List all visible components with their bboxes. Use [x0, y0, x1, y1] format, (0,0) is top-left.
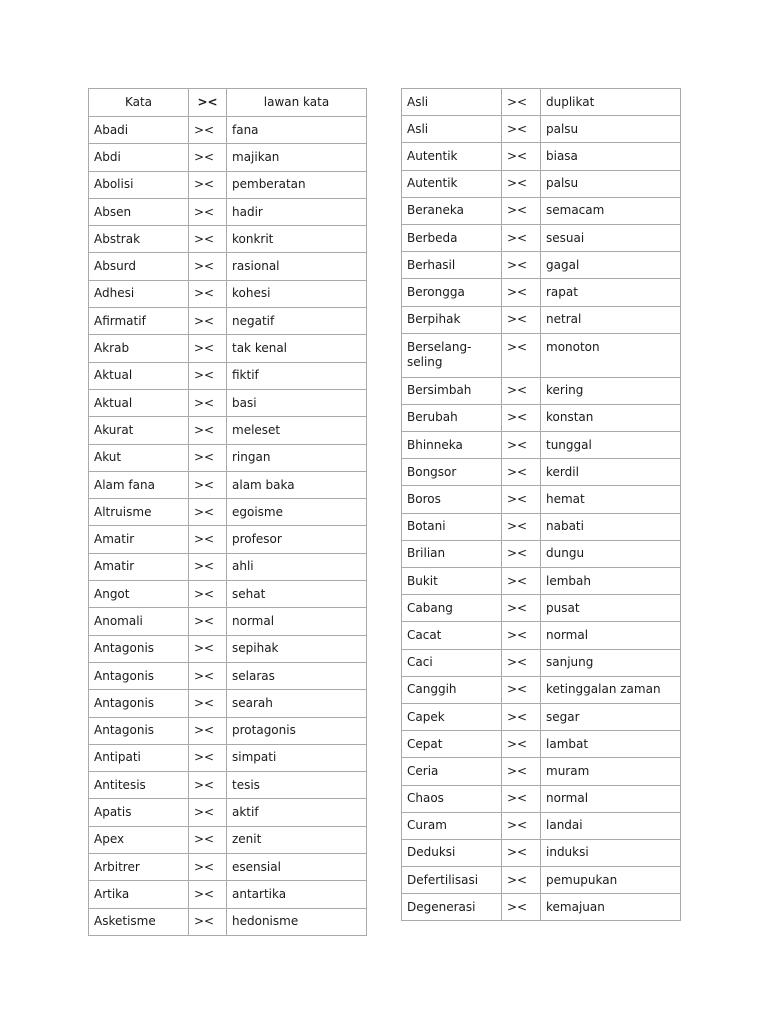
separator-cell: >< — [189, 335, 227, 362]
word-cell: Cepat — [402, 731, 502, 758]
word-cell: Berhasil — [402, 252, 502, 279]
table-row — [402, 432, 681, 459]
table-row — [89, 144, 367, 171]
antonym-cell: ringan — [227, 444, 367, 471]
antonym-table-left — [88, 88, 367, 936]
table-row — [89, 744, 367, 771]
table-row — [402, 333, 681, 377]
antonym-cell: biasa — [541, 143, 681, 170]
word-cell: Apex — [89, 826, 189, 853]
table-row — [89, 335, 367, 362]
table-row — [89, 444, 367, 471]
antonym-cell: egoisme — [227, 499, 367, 526]
antonym-cell: kerdil — [541, 459, 681, 486]
antonym-cell: simpati — [227, 744, 367, 771]
separator-cell: >< — [502, 143, 541, 170]
separator-cell: >< — [189, 881, 227, 908]
table-row — [402, 306, 681, 333]
word-cell: Beraneka — [402, 197, 502, 224]
antonym-cell: gagal — [541, 252, 681, 279]
word-cell: Aktual — [89, 389, 189, 416]
table-row — [402, 279, 681, 306]
word-cell: Afirmatif — [89, 308, 189, 335]
table-row — [402, 116, 681, 143]
antonym-cell: normal — [227, 608, 367, 635]
word-cell: Antagonis — [89, 717, 189, 744]
header-antonym: lawan kata — [227, 89, 367, 117]
antonym-cell: palsu — [541, 116, 681, 143]
table-row — [402, 812, 681, 839]
antonym-cell: kemajuan — [541, 894, 681, 921]
antonym-cell: hemat — [541, 486, 681, 513]
word-cell: Cacat — [402, 622, 502, 649]
antonym-cell: muram — [541, 758, 681, 785]
separator-cell: >< — [502, 197, 541, 224]
antonym-cell: normal — [541, 622, 681, 649]
word-cell: Botani — [402, 513, 502, 540]
separator-cell: >< — [189, 744, 227, 771]
separator-cell: >< — [189, 662, 227, 689]
word-cell: Artika — [89, 881, 189, 908]
antonym-cell: landai — [541, 812, 681, 839]
antonym-cell: lambat — [541, 731, 681, 758]
word-cell: Bersimbah — [402, 377, 502, 404]
word-cell: Brilian — [402, 540, 502, 567]
antonym-cell: profesor — [227, 526, 367, 553]
table-row — [89, 308, 367, 335]
word-cell: Akrab — [89, 335, 189, 362]
table-row — [89, 417, 367, 444]
header-separator: >< — [189, 89, 227, 117]
antonym-cell: ahli — [227, 553, 367, 580]
antonym-cell: tak kenal — [227, 335, 367, 362]
table-row — [402, 731, 681, 758]
word-cell: Canggih — [402, 676, 502, 703]
word-cell: Apatis — [89, 799, 189, 826]
antonym-cell: segar — [541, 703, 681, 730]
separator-cell: >< — [502, 279, 541, 306]
word-cell: Autentik — [402, 170, 502, 197]
table-row — [89, 362, 367, 389]
antonym-cell: rapat — [541, 279, 681, 306]
word-cell: Autentik — [402, 143, 502, 170]
separator-cell: >< — [502, 432, 541, 459]
antonym-cell: sehat — [227, 581, 367, 608]
word-cell: Chaos — [402, 785, 502, 812]
table-row — [89, 662, 367, 689]
antonym-cell: monoton — [541, 333, 681, 377]
antonym-cell: searah — [227, 690, 367, 717]
separator-cell: >< — [502, 703, 541, 730]
separator-cell: >< — [502, 676, 541, 703]
word-cell: Amatir — [89, 526, 189, 553]
separator-cell: >< — [189, 608, 227, 635]
word-cell: Bongsor — [402, 459, 502, 486]
table-row — [402, 404, 681, 431]
antonym-cell: pemberatan — [227, 171, 367, 198]
antonym-cell: rasional — [227, 253, 367, 280]
table-row — [89, 471, 367, 498]
table-header-row — [89, 89, 367, 117]
table-row — [89, 117, 367, 144]
table-row — [89, 581, 367, 608]
table-row — [402, 595, 681, 622]
table-row — [402, 459, 681, 486]
separator-cell: >< — [502, 89, 541, 116]
word-cell: Caci — [402, 649, 502, 676]
antonym-cell: negatif — [227, 308, 367, 335]
table-row — [89, 690, 367, 717]
separator-cell: >< — [189, 717, 227, 744]
antonym-table-right — [401, 88, 681, 921]
table-body — [402, 89, 681, 921]
word-cell: Antagonis — [89, 662, 189, 689]
separator-cell: >< — [502, 812, 541, 839]
table-row — [402, 89, 681, 116]
word-cell: Asketisme — [89, 908, 189, 935]
separator-cell: >< — [502, 306, 541, 333]
table-row — [89, 799, 367, 826]
word-cell: Curam — [402, 812, 502, 839]
separator-cell: >< — [502, 568, 541, 595]
separator-cell: >< — [502, 758, 541, 785]
separator-cell: >< — [189, 253, 227, 280]
separator-cell: >< — [189, 581, 227, 608]
separator-cell: >< — [189, 499, 227, 526]
word-cell: Degenerasi — [402, 894, 502, 921]
word-cell: Abolisi — [89, 171, 189, 198]
antonym-cell: protagonis — [227, 717, 367, 744]
antonym-cell: konstan — [541, 404, 681, 431]
antonym-cell: tunggal — [541, 432, 681, 459]
antonym-cell: fana — [227, 117, 367, 144]
separator-cell: >< — [189, 417, 227, 444]
word-cell: Ceria — [402, 758, 502, 785]
antonym-cell: kohesi — [227, 280, 367, 307]
table-row — [89, 171, 367, 198]
table-row — [402, 568, 681, 595]
word-cell: Capek — [402, 703, 502, 730]
antonym-cell: aktif — [227, 799, 367, 826]
word-cell: Anomali — [89, 608, 189, 635]
antonym-cell: pemupukan — [541, 867, 681, 894]
word-cell: Akut — [89, 444, 189, 471]
table-row — [402, 867, 681, 894]
antonym-cell: tesis — [227, 772, 367, 799]
word-cell: Abstrak — [89, 226, 189, 253]
separator-cell: >< — [502, 513, 541, 540]
word-cell: Berbeda — [402, 224, 502, 251]
word-cell: Asli — [402, 89, 502, 116]
word-cell: Adhesi — [89, 280, 189, 307]
word-cell: Arbitrer — [89, 854, 189, 881]
antonym-cell: alam baka — [227, 471, 367, 498]
table-row — [402, 486, 681, 513]
table-body — [89, 89, 367, 936]
separator-cell: >< — [502, 867, 541, 894]
word-cell: Antagonis — [89, 690, 189, 717]
antonym-cell: pusat — [541, 595, 681, 622]
table-row — [402, 377, 681, 404]
table-row — [89, 499, 367, 526]
separator-cell: >< — [502, 486, 541, 513]
separator-cell: >< — [189, 826, 227, 853]
table-row — [402, 197, 681, 224]
table-row — [89, 772, 367, 799]
table-row — [89, 717, 367, 744]
word-cell: Amatir — [89, 553, 189, 580]
separator-cell: >< — [189, 854, 227, 881]
word-cell: Cabang — [402, 595, 502, 622]
word-cell: Defertilisasi — [402, 867, 502, 894]
table-row — [89, 635, 367, 662]
separator-cell: >< — [189, 526, 227, 553]
separator-cell: >< — [189, 553, 227, 580]
table-row — [402, 540, 681, 567]
separator-cell: >< — [502, 622, 541, 649]
word-cell: Absurd — [89, 253, 189, 280]
header-word: Kata — [89, 89, 189, 117]
antonym-cell: nabati — [541, 513, 681, 540]
antonym-cell: sesuai — [541, 224, 681, 251]
antonym-cell: kering — [541, 377, 681, 404]
table-row — [402, 703, 681, 730]
separator-cell: >< — [189, 198, 227, 225]
antonym-cell: antartika — [227, 881, 367, 908]
word-cell: Akurat — [89, 417, 189, 444]
separator-cell: >< — [502, 116, 541, 143]
table-row — [89, 253, 367, 280]
table-row — [402, 894, 681, 921]
table-row — [402, 252, 681, 279]
antonym-cell: fiktif — [227, 362, 367, 389]
word-cell: Altruisme — [89, 499, 189, 526]
separator-cell: >< — [189, 908, 227, 935]
word-cell: Berselang-seling — [402, 333, 502, 377]
word-cell: Boros — [402, 486, 502, 513]
antonym-cell: selaras — [227, 662, 367, 689]
antonym-cell: sanjung — [541, 649, 681, 676]
separator-cell: >< — [189, 308, 227, 335]
antonym-cell: hedonisme — [227, 908, 367, 935]
separator-cell: >< — [189, 362, 227, 389]
antonym-cell: semacam — [541, 197, 681, 224]
antonym-cell: konkrit — [227, 226, 367, 253]
word-cell: Bhinneka — [402, 432, 502, 459]
table-row — [402, 170, 681, 197]
word-cell: Asli — [402, 116, 502, 143]
antonym-cell: netral — [541, 306, 681, 333]
separator-cell: >< — [189, 280, 227, 307]
antonym-cell: palsu — [541, 170, 681, 197]
antonym-cell: dungu — [541, 540, 681, 567]
table-row — [402, 785, 681, 812]
table-row — [402, 839, 681, 866]
antonym-cell: duplikat — [541, 89, 681, 116]
table-row — [402, 622, 681, 649]
word-cell: Antipati — [89, 744, 189, 771]
separator-cell: >< — [189, 635, 227, 662]
separator-cell: >< — [502, 404, 541, 431]
table-row — [89, 553, 367, 580]
word-cell: Abadi — [89, 117, 189, 144]
antonym-cell: lembah — [541, 568, 681, 595]
word-cell: Berpihak — [402, 306, 502, 333]
antonym-cell: hadir — [227, 198, 367, 225]
word-cell: Berubah — [402, 404, 502, 431]
table-row — [89, 526, 367, 553]
table-row — [89, 198, 367, 225]
antonym-cell: meleset — [227, 417, 367, 444]
antonym-cell: basi — [227, 389, 367, 416]
antonym-cell: sepihak — [227, 635, 367, 662]
table-row — [402, 224, 681, 251]
separator-cell: >< — [189, 144, 227, 171]
separator-cell: >< — [502, 731, 541, 758]
separator-cell: >< — [189, 444, 227, 471]
separator-cell: >< — [502, 839, 541, 866]
word-cell: Berongga — [402, 279, 502, 306]
separator-cell: >< — [502, 252, 541, 279]
separator-cell: >< — [189, 471, 227, 498]
separator-cell: >< — [502, 649, 541, 676]
table-row — [89, 226, 367, 253]
separator-cell: >< — [502, 595, 541, 622]
word-cell: Angot — [89, 581, 189, 608]
table-row — [402, 649, 681, 676]
antonym-cell: normal — [541, 785, 681, 812]
table-row — [402, 143, 681, 170]
table-row — [89, 608, 367, 635]
separator-cell: >< — [189, 171, 227, 198]
antonym-cell: induksi — [541, 839, 681, 866]
separator-cell: >< — [189, 117, 227, 144]
separator-cell: >< — [502, 377, 541, 404]
antonym-cell: esensial — [227, 854, 367, 881]
antonym-cell: majikan — [227, 144, 367, 171]
word-cell: Alam fana — [89, 471, 189, 498]
separator-cell: >< — [189, 226, 227, 253]
separator-cell: >< — [502, 170, 541, 197]
word-cell: Deduksi — [402, 839, 502, 866]
table-row — [89, 280, 367, 307]
word-cell: Aktual — [89, 362, 189, 389]
word-cell: Antagonis — [89, 635, 189, 662]
separator-cell: >< — [189, 690, 227, 717]
separator-cell: >< — [502, 224, 541, 251]
table-row — [89, 854, 367, 881]
word-cell: Antitesis — [89, 772, 189, 799]
separator-cell: >< — [189, 772, 227, 799]
table-row — [402, 758, 681, 785]
table-row — [89, 826, 367, 853]
separator-cell: >< — [189, 389, 227, 416]
word-cell: Abdi — [89, 144, 189, 171]
separator-cell: >< — [502, 333, 541, 377]
separator-cell: >< — [502, 894, 541, 921]
table-row — [402, 676, 681, 703]
table-row — [89, 908, 367, 935]
table-row — [89, 389, 367, 416]
table-row — [89, 881, 367, 908]
separator-cell: >< — [502, 459, 541, 486]
word-cell: Bukit — [402, 568, 502, 595]
table-row — [402, 513, 681, 540]
separator-cell: >< — [502, 785, 541, 812]
word-cell: Absen — [89, 198, 189, 225]
antonym-cell: zenit — [227, 826, 367, 853]
separator-cell: >< — [502, 540, 541, 567]
antonym-cell: ketinggalan zaman — [541, 676, 681, 703]
separator-cell: >< — [189, 799, 227, 826]
